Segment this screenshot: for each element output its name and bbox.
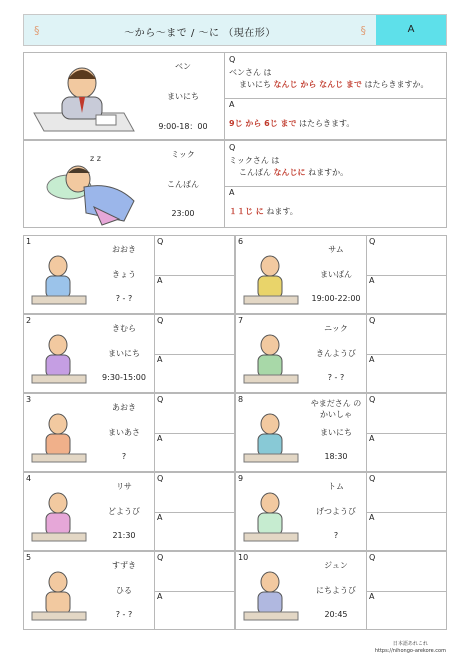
answer-blank[interactable] bbox=[155, 275, 234, 313]
person-name: あおき bbox=[112, 403, 136, 412]
time-word: げつようび bbox=[316, 507, 356, 516]
answer-blank[interactable] bbox=[367, 512, 446, 550]
answer-highlight: １１じ に bbox=[229, 207, 264, 216]
exercise-qa bbox=[154, 236, 234, 313]
exercise-qa bbox=[366, 473, 446, 550]
question-line-2-post: ねますか。 bbox=[305, 168, 349, 177]
a-label: A bbox=[369, 513, 375, 522]
a-label: A bbox=[369, 434, 375, 443]
exercise-number: 9 bbox=[238, 474, 244, 483]
time-word: にちようび bbox=[316, 586, 356, 595]
site-url: https://nihongo-arekore.com bbox=[374, 648, 446, 654]
a-label: A bbox=[157, 276, 163, 285]
time-range: 23:00 bbox=[171, 209, 195, 218]
person-name: ミック bbox=[171, 150, 195, 159]
answer-post: はたらきます。 bbox=[296, 119, 355, 128]
exercise-number: 7 bbox=[238, 316, 244, 325]
a-label: A bbox=[369, 592, 375, 601]
example-row-mick bbox=[23, 140, 447, 228]
exercise-illustration bbox=[24, 552, 94, 629]
q-label: Q bbox=[157, 316, 164, 325]
exercise-info bbox=[94, 394, 154, 471]
time-word: こんばん bbox=[167, 180, 199, 189]
exercise-cell bbox=[23, 393, 235, 472]
exercise-info bbox=[94, 315, 154, 392]
time-word: まいばん bbox=[320, 270, 352, 279]
exercise-number: 1 bbox=[26, 237, 32, 246]
exercise-cell bbox=[235, 314, 447, 393]
person-name: ベン bbox=[175, 62, 191, 71]
q-label: Q bbox=[229, 55, 236, 64]
a-label: A bbox=[157, 592, 163, 601]
question-line-1: ベンさん は bbox=[229, 68, 272, 77]
exercise-qa bbox=[154, 315, 234, 392]
sleeping-person-illustration bbox=[24, 141, 142, 227]
q-label: Q bbox=[369, 316, 376, 325]
exercise-info bbox=[306, 315, 366, 392]
question-box bbox=[225, 53, 446, 99]
exercise-illustration bbox=[236, 552, 306, 629]
exercise-number: 8 bbox=[238, 395, 244, 404]
question-highlight: なんじ から なんじ まで bbox=[273, 80, 362, 89]
example-info bbox=[142, 53, 224, 139]
time-word: まいあさ bbox=[108, 428, 140, 437]
a-label: A bbox=[157, 355, 163, 364]
time-range: 9:00-18：00 bbox=[158, 122, 208, 131]
question-highlight: なんじに bbox=[273, 168, 306, 177]
exercise-info bbox=[306, 236, 366, 313]
exercise-number: 10 bbox=[238, 553, 249, 562]
exercise-qa bbox=[154, 394, 234, 471]
section-mark-right: § bbox=[360, 24, 366, 37]
exercise-qa bbox=[366, 394, 446, 471]
time-word: ひる bbox=[116, 586, 132, 595]
person-name: リサ bbox=[116, 482, 132, 491]
person-name: やまださん の かいしゃ bbox=[310, 399, 362, 419]
exercise-number: 6 bbox=[238, 237, 244, 246]
time-range: ? - ? bbox=[115, 610, 133, 619]
exercise-illustration bbox=[24, 236, 94, 313]
question-box bbox=[225, 141, 446, 187]
question-line-2 bbox=[239, 79, 428, 90]
time-word: どようび bbox=[108, 507, 140, 516]
question-blank[interactable] bbox=[367, 315, 446, 355]
question-line-2-post: はたらきますか。 bbox=[361, 80, 429, 89]
question-blank[interactable] bbox=[367, 236, 446, 276]
q-label: Q bbox=[369, 474, 376, 483]
exercise-illustration bbox=[24, 394, 94, 471]
a-label: A bbox=[157, 513, 163, 522]
exercise-number: 4 bbox=[26, 474, 32, 483]
a-label: A bbox=[369, 276, 375, 285]
exercise-qa bbox=[366, 315, 446, 392]
q-label: Q bbox=[369, 553, 376, 562]
question-blank[interactable] bbox=[155, 552, 234, 592]
exercise-info bbox=[94, 236, 154, 313]
exercise-qa bbox=[154, 552, 234, 629]
question-line-2 bbox=[239, 167, 348, 178]
answer-blank[interactable] bbox=[155, 433, 234, 471]
time-range: 18:30 bbox=[324, 452, 348, 461]
question-blank[interactable] bbox=[155, 394, 234, 434]
exercise-info bbox=[94, 473, 154, 550]
answer-blank[interactable] bbox=[367, 591, 446, 629]
time-word: まいにち bbox=[108, 349, 140, 358]
example-row-ben bbox=[23, 52, 447, 140]
time-word: きんようび bbox=[316, 349, 356, 358]
exercise-illustration bbox=[236, 394, 306, 471]
exercise-cell bbox=[235, 551, 447, 630]
exercise-illustration bbox=[236, 236, 306, 313]
answer-post: ねます。 bbox=[263, 207, 298, 216]
question-blank[interactable] bbox=[155, 315, 234, 355]
q-label: Q bbox=[369, 237, 376, 246]
person-name: サム bbox=[328, 245, 344, 254]
answer-line bbox=[229, 206, 298, 217]
site-credit bbox=[375, 641, 446, 655]
q-label: Q bbox=[229, 143, 236, 152]
exercise-info bbox=[306, 473, 366, 550]
person-name: トム bbox=[328, 482, 344, 491]
answer-blank[interactable] bbox=[155, 512, 234, 550]
exercise-cell bbox=[23, 314, 235, 393]
exercise-cell bbox=[235, 472, 447, 551]
q-label: Q bbox=[157, 474, 164, 483]
exercise-cell bbox=[23, 235, 235, 314]
person-name: おおき bbox=[112, 245, 136, 254]
worksheet-header bbox=[23, 14, 447, 46]
exercise-illustration bbox=[236, 315, 306, 392]
example-info bbox=[142, 141, 224, 227]
person-name: ジュン bbox=[324, 561, 348, 570]
a-label: A bbox=[229, 100, 235, 109]
exercise-qa bbox=[366, 236, 446, 313]
question-line-2-pre: こんばん bbox=[239, 168, 274, 177]
time-range: 21:30 bbox=[112, 531, 136, 540]
time-range: 19:00-22:00 bbox=[311, 294, 361, 303]
time-range: 20:45 bbox=[324, 610, 348, 619]
q-label: Q bbox=[157, 553, 164, 562]
exercise-illustration bbox=[24, 315, 94, 392]
exercise-illustration bbox=[236, 473, 306, 550]
answer-blank[interactable] bbox=[367, 354, 446, 392]
time-range: ? bbox=[333, 531, 339, 540]
time-range: 9:30-15:00 bbox=[102, 373, 146, 382]
version-label: A bbox=[376, 15, 446, 45]
answer-box bbox=[225, 98, 446, 139]
example-qa bbox=[224, 53, 446, 139]
office-worker-illustration bbox=[24, 53, 142, 139]
answer-highlight: 9じ から 6じ まで bbox=[229, 119, 297, 128]
exercise-illustration bbox=[24, 473, 94, 550]
worksheet-title: 〜から〜まで / 〜に （現在形） bbox=[124, 28, 276, 39]
person-name: ニック bbox=[324, 324, 348, 333]
a-label: A bbox=[229, 188, 235, 197]
exercise-cell bbox=[23, 551, 235, 630]
question-blank[interactable] bbox=[367, 473, 446, 513]
exercise-number: 3 bbox=[26, 395, 32, 404]
question-blank[interactable] bbox=[155, 473, 234, 513]
answer-box bbox=[225, 186, 446, 227]
question-blank[interactable] bbox=[367, 394, 446, 434]
question-line-1: ミックさん は bbox=[229, 156, 280, 165]
time-word: まいにち bbox=[167, 92, 199, 101]
question-line-2-pre: まいにち bbox=[239, 80, 274, 89]
exercise-cell bbox=[235, 235, 447, 314]
time-range: ? - ? bbox=[327, 373, 345, 382]
exercise-qa bbox=[366, 552, 446, 629]
time-range: ? - ? bbox=[115, 294, 133, 303]
header-title-bar bbox=[24, 15, 376, 45]
question-blank[interactable] bbox=[367, 552, 446, 592]
person-name: すずき bbox=[111, 561, 137, 570]
time-range: ? bbox=[121, 452, 127, 461]
answer-blank[interactable] bbox=[367, 433, 446, 471]
exercise-cell bbox=[235, 393, 447, 472]
answer-line bbox=[229, 118, 354, 129]
answer-blank[interactable] bbox=[155, 354, 234, 392]
answer-blank[interactable] bbox=[367, 275, 446, 313]
exercise-cell bbox=[23, 472, 235, 551]
exercise-info bbox=[306, 394, 366, 471]
exercise-info bbox=[94, 552, 154, 629]
time-word: まいにち bbox=[320, 428, 352, 437]
exercise-info bbox=[306, 552, 366, 629]
exercise-qa bbox=[154, 473, 234, 550]
section-mark-left: § bbox=[34, 24, 40, 37]
time-word: きょう bbox=[112, 270, 136, 279]
a-label: A bbox=[369, 355, 375, 364]
question-blank[interactable] bbox=[155, 236, 234, 276]
q-label: Q bbox=[157, 237, 164, 246]
exercise-number: 2 bbox=[26, 316, 32, 325]
exercise-number: 5 bbox=[26, 553, 32, 562]
answer-blank[interactable] bbox=[155, 591, 234, 629]
q-label: Q bbox=[157, 395, 164, 404]
person-name: きむら bbox=[112, 324, 136, 333]
svg-text:z z: z z bbox=[90, 154, 101, 163]
site-name: 日本語あれこれ bbox=[392, 641, 428, 647]
a-label: A bbox=[157, 434, 163, 443]
q-label: Q bbox=[369, 395, 376, 404]
example-qa bbox=[224, 141, 446, 227]
